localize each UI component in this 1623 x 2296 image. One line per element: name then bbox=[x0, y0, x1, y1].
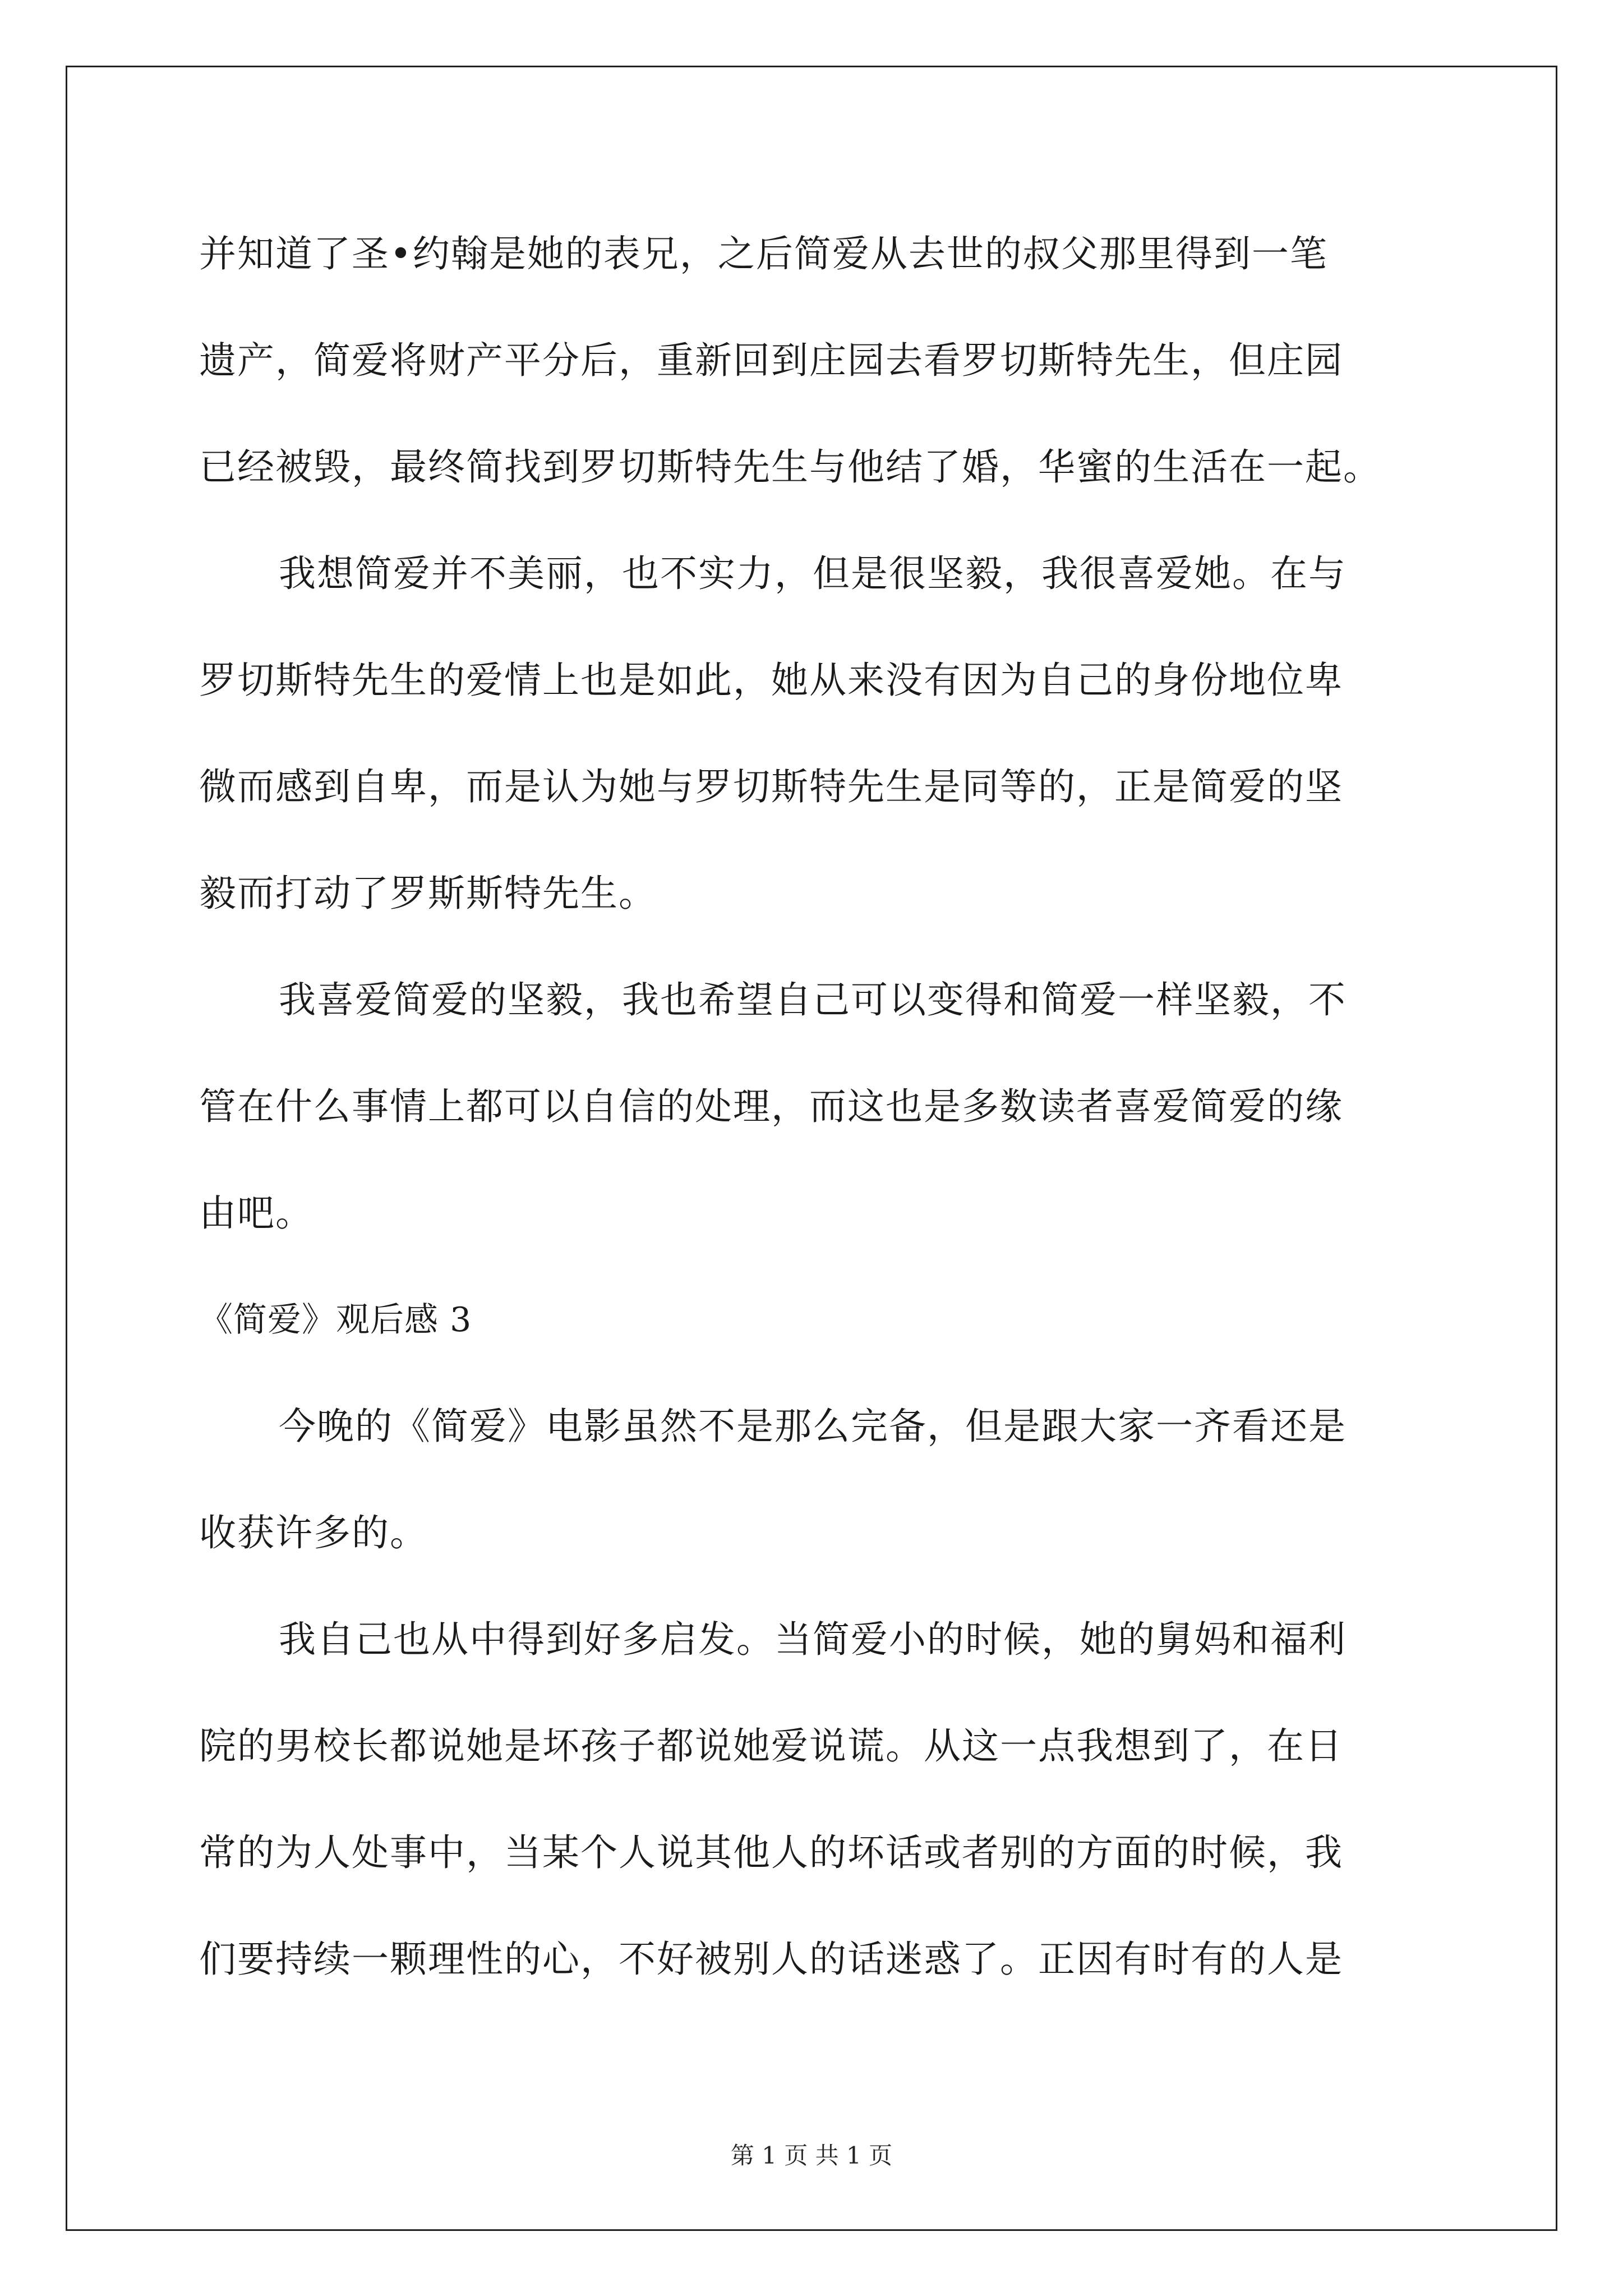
text-line: 收获许多的。 bbox=[199, 1511, 428, 1554]
paragraph-start-line: 我自己也从中得到好多启发。当简爱小的时候，她的舅妈和福利 bbox=[279, 1618, 1347, 1661]
text-line: 们要持续一颗理性的心，不好被别人的话迷惑了。正因有时有的人是 bbox=[199, 1938, 1343, 1981]
text-line: 常的为人处事中，当某个人说其他人的坏话或者别的方面的时候，我 bbox=[199, 1831, 1343, 1874]
text-line: 罗切斯特先生的爱情上也是如此，她从来没有因为自己的身份地位卑 bbox=[199, 659, 1343, 702]
paragraph-start-line: 我想简爱并不美丽，也不实力，但是很坚毅，我很喜爱她。在与 bbox=[279, 552, 1347, 595]
text-line: 已经被毁，最终简找到罗切斯特先生与他结了婚，华蜜的生活在一起。 bbox=[199, 445, 1381, 489]
paragraph-start-line: 今晚的《简爱》电影虽然不是那么完备，但是跟大家一齐看还是 bbox=[279, 1405, 1347, 1448]
paragraph-start-line: 我喜爱简爱的坚毅，我也希望自己可以变得和简爱一样坚毅，不 bbox=[279, 978, 1347, 1022]
section-heading: 《简爱》观后感 3 bbox=[199, 1300, 472, 1340]
text-line: 毅而打动了罗斯斯特先生。 bbox=[199, 872, 657, 915]
text-line: 由吧。 bbox=[199, 1191, 313, 1235]
text-line: 遗产，简爱将财产平分后，重新回到庄园去看罗切斯特先生，但庄园 bbox=[199, 339, 1343, 382]
text-line: 管在什么事情上都可以自信的处理，而这也是多数读者喜爱简爱的缘 bbox=[199, 1085, 1343, 1128]
text-line: 微而感到自卑，而是认为她与罗切斯特先生是同等的，正是简爱的坚 bbox=[199, 765, 1343, 808]
text-line: 院的男校长都说她是坏孩子都说她爱说谎。从这一点我想到了，在日 bbox=[199, 1724, 1343, 1768]
page-number-footer: 第 1 页 共 1 页 bbox=[730, 2142, 893, 2169]
document-body bbox=[199, 201, 1433, 2013]
text-line: 并知道了圣•约翰是她的表兄，之后简爱从去世的叔父那里得到一笔 bbox=[199, 232, 1328, 275]
